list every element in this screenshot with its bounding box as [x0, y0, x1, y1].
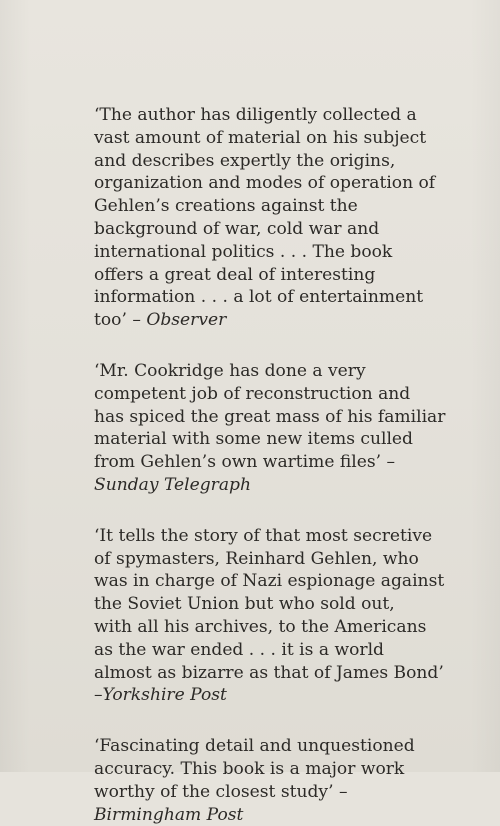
quote-line: background of war, cold war and	[94, 218, 380, 239]
quote-line: was in charge of Nazi espionage against	[94, 571, 445, 592]
review-quotes	[94, 104, 446, 826]
quote-source: Yorkshire Post	[102, 685, 227, 706]
quote-line: as the war ended . . . it is a world	[94, 639, 384, 660]
quote-line: ‘It tells the story of that most secretive	[94, 525, 433, 546]
quote-line: the Soviet Union but who sold out,	[94, 594, 395, 615]
quote-line: information . . . a lot of entertainment	[94, 287, 424, 308]
quote-source: Sunday Telegraph	[94, 474, 251, 495]
review-quote-yorkshire-post	[94, 525, 445, 707]
quote-line: of spymasters, Reinhard Gehlen, who	[94, 548, 419, 569]
quote-line: has spiced the great mass of his familiar	[94, 406, 446, 427]
quote-line: from Gehlen’s own wartime files’ –	[94, 452, 396, 473]
quote-line: ‘The author has diligently collected a	[94, 105, 417, 125]
quote-line: competent job of reconstruction and	[94, 383, 411, 404]
quote-line: organization and modes of operation of	[94, 173, 436, 194]
quote-line: vast amount of material on his subject	[94, 127, 427, 148]
quote-line: worthy of the closest study’ –	[94, 781, 348, 802]
quote-dash: –	[94, 685, 103, 706]
quote-source: Birmingham Post	[94, 804, 244, 825]
quote-closing-text: too’ –	[94, 310, 147, 331]
quote-line: international politics . . . The book	[94, 241, 393, 262]
quote-line: offers a great deal of interesting	[94, 264, 376, 285]
quote-line: ‘Mr. Cookridge has done a very	[94, 360, 366, 381]
quote-line: and describes expertly the origins,	[94, 150, 396, 171]
quote-source: Observer	[146, 310, 227, 331]
quote-line: Gehlen’s creations against the	[94, 196, 358, 217]
review-quote-birmingham-post	[94, 735, 434, 826]
quote-line: material with some new items culled	[94, 429, 413, 450]
quote-attribution-line	[94, 684, 434, 707]
quote-attribution-line	[94, 309, 434, 332]
review-quote-sunday-telegraph	[94, 360, 446, 497]
quote-line: accuracy. This book is a major work	[94, 758, 405, 779]
review-quote-observer	[94, 104, 434, 332]
quote-line: ‘Fascinating detail and unquestioned	[94, 736, 415, 757]
quote-line: almost as bizarre as that of James Bond’	[94, 662, 444, 683]
quote-line: with all his archives, to the Americans	[94, 616, 427, 637]
